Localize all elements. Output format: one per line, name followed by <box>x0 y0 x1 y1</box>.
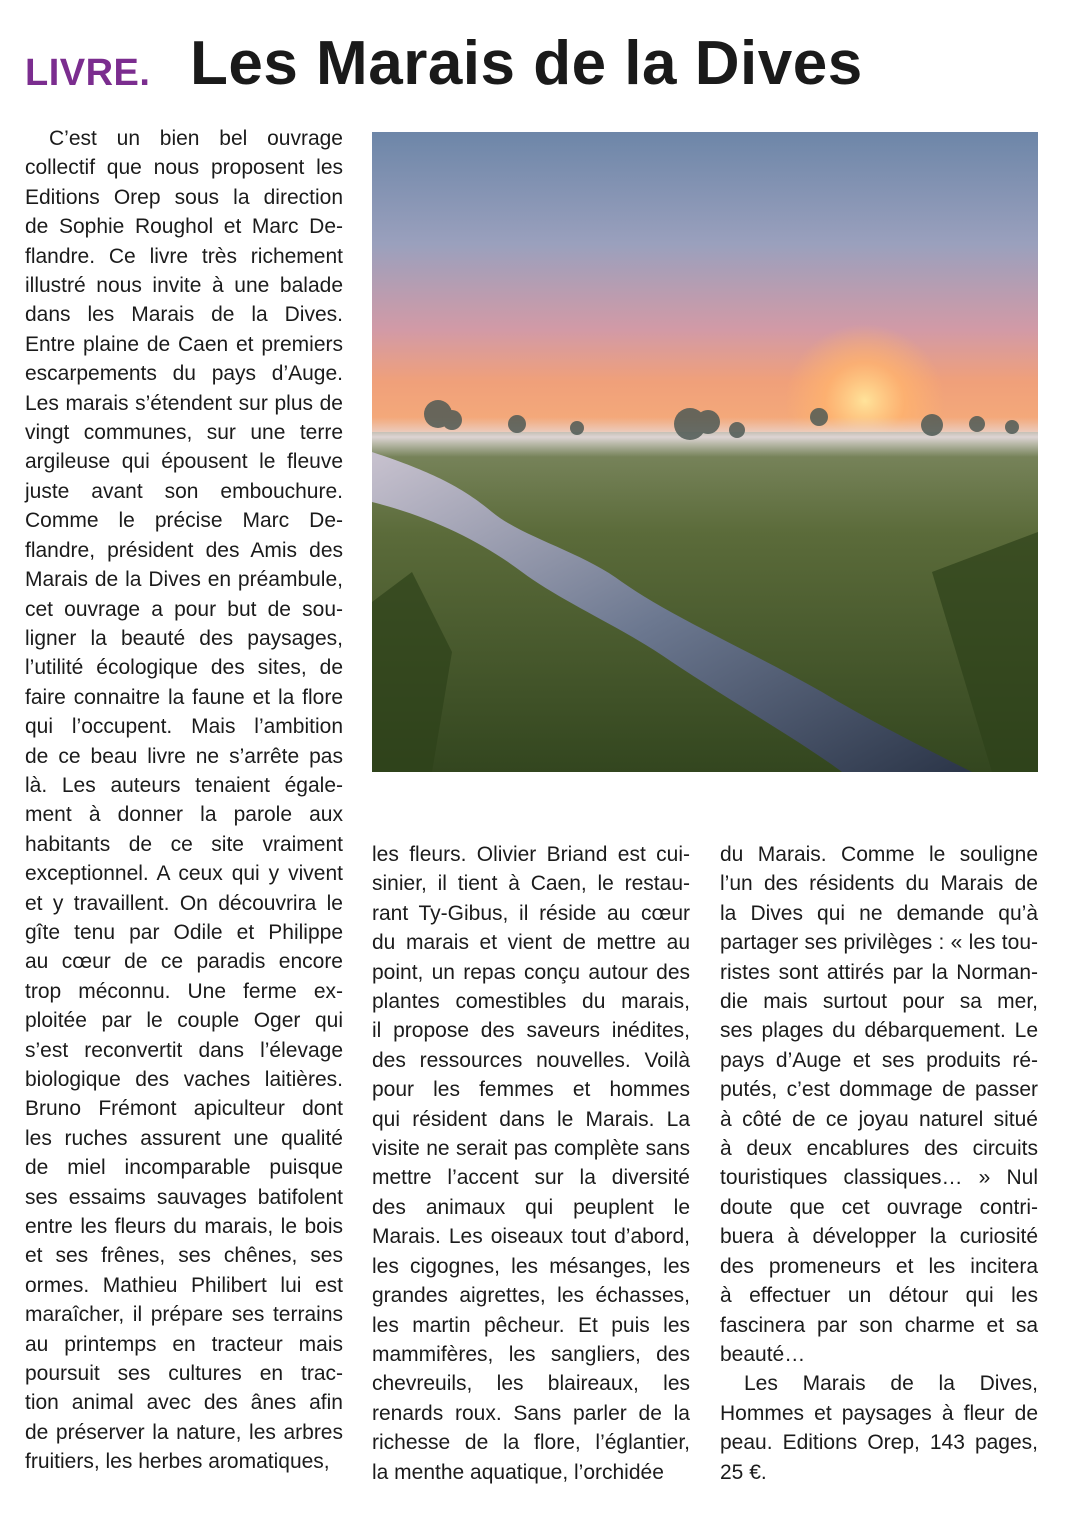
text-line: juste avant son embouchure. <box>25 479 343 503</box>
text-line: pour les femmes et hommes <box>372 1078 690 1102</box>
text-line: s’est reconvertit dans l’élevage <box>25 1038 343 1062</box>
text-line: à effectuer un détour qui les <box>720 1284 1038 1308</box>
text-line: au printemps en tracteur mais <box>25 1332 343 1356</box>
text-line: escarpements du pays d’Auge. <box>25 362 343 386</box>
text-line: et y travaillent. On découvrira le <box>25 891 343 915</box>
text-line: Les marais s’étendent sur plus de <box>25 391 343 415</box>
text-line: les cigognes, les mésanges, les <box>372 1254 690 1278</box>
text-line: illustré nous invite à une balade <box>25 274 343 298</box>
text-line: biologique des vaches laitières. <box>25 1068 343 1091</box>
text-line: de miel incomparable puisque <box>25 1156 343 1180</box>
text-line: ploitée par le couple Oger qui <box>25 1009 343 1033</box>
text-line: die mais surtout pour sa mer, <box>720 990 1038 1014</box>
text-line: Hommes et paysages à fleur de <box>720 1401 1038 1425</box>
text-line: maraîcher, il prépare ses terrains <box>25 1303 343 1327</box>
text-line: ormes. Mathieu Philibert lui est <box>25 1273 343 1297</box>
text-line: du marais et vient de mettre au <box>372 931 690 955</box>
article-header <box>25 22 1065 102</box>
text-line: flandre, président des Amis des <box>25 538 343 562</box>
text-line: visite ne serait pas complète sans <box>372 1137 690 1161</box>
text-line: chevreuils, les blaireaux, les <box>372 1372 690 1396</box>
text-line: ligner la beauté des paysages, <box>25 626 343 650</box>
text-line: renards roux. Sans parler de la <box>372 1401 690 1425</box>
text-line: la menthe aquatique, l’orchidée <box>372 1460 664 1484</box>
text-line: 25 €. <box>720 1460 767 1484</box>
text-line: cet ouvrage a pour but de sou- <box>25 597 343 621</box>
text-line: les ruches assurent une qualité <box>25 1126 343 1150</box>
text-line: de préserver la nature, les arbres <box>25 1420 343 1444</box>
text-line: des animaux qui peuplent le <box>372 1195 690 1219</box>
text-line: Editions Orep sous la direction <box>25 185 343 209</box>
text-line: Entre plaine de Caen et premiers <box>25 332 343 356</box>
text-line: pays d’Auge et ses produits ré- <box>720 1048 1038 1072</box>
text-line: à deux encablures des circuits <box>720 1137 1038 1161</box>
text-line: des promeneurs et les incitera <box>720 1254 1038 1278</box>
article-column-1 <box>25 124 343 1477</box>
text-line: Les Marais de la Dives, <box>744 1372 1038 1396</box>
text-line: mettre l’accent sur la diversité <box>372 1166 690 1190</box>
text-line: de Sophie Roughol et Marc De- <box>25 215 343 239</box>
text-line: de ce beau livre ne s’arrête pas <box>25 744 343 768</box>
text-line: argileuse qui épousent le fleuve <box>25 450 343 474</box>
text-line: doute que cet ouvrage contri- <box>720 1195 1038 1219</box>
text-line: ment à donner la parole aux <box>25 803 343 827</box>
text-line: rant Ty-Gibus, il réside au cœur <box>372 901 690 925</box>
text-line: il propose des saveurs inédites, <box>372 1019 690 1043</box>
text-line: Marais. Les oiseaux tout d’abord, <box>372 1225 690 1249</box>
text-line: des ressources nouvelles. Voilà <box>372 1048 690 1072</box>
text-line: mammifères, les sangliers, des <box>372 1342 690 1366</box>
text-line: au cœur de ce paradis encore <box>25 950 343 974</box>
text-line: ses essaims sauvages batifolent <box>25 1185 343 1209</box>
text-line: peau. Editions Orep, 143 pages, <box>720 1431 1038 1455</box>
text-line: Comme le précise Marc De- <box>25 509 343 533</box>
text-line: habitants de ce site vraiment <box>25 832 343 856</box>
text-line: tion animal avec des ânes afin <box>25 1391 343 1415</box>
text-line: buera à développer la curiosité <box>720 1225 1038 1249</box>
marsh-sunrise-photo <box>372 132 1038 772</box>
text-line: poursuit ses cultures en trac- <box>25 1362 343 1386</box>
text-line: entre les fleurs du marais, le bois <box>25 1215 343 1239</box>
text-line: l’utilité écologique des sites, de <box>25 656 343 680</box>
text-line: fascinera par son charme et sa <box>720 1313 1038 1337</box>
text-line: et ses frênes, ses chênes, ses <box>25 1244 343 1268</box>
text-line: Marais de la Dives en préambule, <box>25 568 343 592</box>
text-line: gîte tenu par Odile et Philippe <box>25 920 343 944</box>
text-line: trop méconnu. Une ferme ex- <box>25 979 343 1003</box>
text-line: exceptionnel. A ceux qui y vivent <box>25 862 343 886</box>
text-line: C’est un bien bel ouvrage <box>49 127 343 150</box>
article-title: Les Marais de la Dives <box>190 29 863 98</box>
text-line: flandre. Ce livre très richement <box>25 244 343 268</box>
text-line: partager ses privilèges : « les tou- <box>720 931 1038 955</box>
text-line: plantes comestibles du marais, <box>372 990 690 1014</box>
text-line: les fleurs. Olivier Briand est cui- <box>372 843 690 866</box>
text-line: l’un des résidents du Marais de <box>720 872 1038 896</box>
text-line: là. Les auteurs tenaient égale- <box>25 773 343 797</box>
text-line: faire connaitre la faune et la flore <box>25 685 343 709</box>
text-line: les martin pêcheur. Et puis les <box>372 1313 690 1337</box>
text-line: fruitiers, les herbes aromatiques, <box>25 1450 330 1474</box>
text-line: beauté… <box>720 1342 806 1366</box>
text-line: ristes sont attirés par la Norman- <box>720 960 1038 984</box>
text-line: richesse de la flore, l’églantier, <box>372 1431 690 1455</box>
text-line: ses plages du débarquement. Le <box>720 1019 1038 1043</box>
article-column-2 <box>372 840 690 1487</box>
text-line: la Dives qui ne demande qu’à <box>720 901 1038 925</box>
section-kicker: LIVRE. <box>25 52 151 94</box>
text-line: grandes aigrettes, les échasses, <box>372 1284 690 1308</box>
text-line: dans les Marais de la Dives. <box>25 303 343 327</box>
text-line: point, un repas conçu autour des <box>372 960 690 984</box>
text-line: vingt communes, sur une terre <box>25 421 343 445</box>
article-column-3 <box>720 840 1038 1487</box>
text-line: qui l’occupent. Mais l’ambition <box>25 715 343 739</box>
text-line: à côté de ce joyau naturel situé <box>720 1107 1038 1131</box>
landscape-photo-icon <box>372 132 1038 772</box>
text-line: du Marais. Comme le souligne <box>720 843 1038 866</box>
text-line: putés, c’est dommage de passer <box>720 1078 1038 1102</box>
text-line: collectif que nous proposent les <box>25 156 343 180</box>
text-line: Bruno Frémont apiculteur dont <box>25 1097 343 1121</box>
text-line: sinier, il tient à Caen, le restau- <box>372 872 690 896</box>
text-line: qui résident dans le Marais. La <box>372 1107 690 1131</box>
text-line: touristiques classiques… » Nul <box>720 1166 1038 1190</box>
